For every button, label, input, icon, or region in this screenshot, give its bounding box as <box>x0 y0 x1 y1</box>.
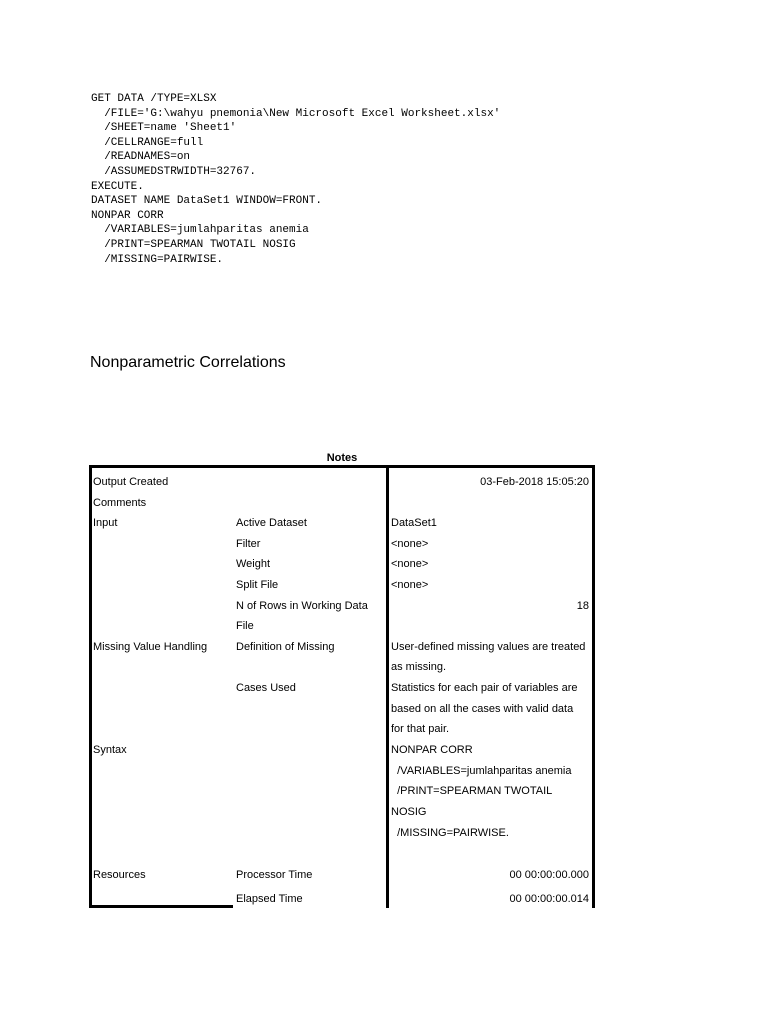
syntax-value-cont: NOSIG <box>391 806 427 818</box>
syntax-line: EXECUTE. <box>91 180 144 193</box>
syntax-line: /PRINT=SPEARMAN TWOTAIL NOSIG <box>91 238 296 251</box>
syntax-line: /FILE='G:\wahyu pnemonia\New Microsoft Excel Worksheet.xlsx' <box>91 107 501 120</box>
n-rows-label-cont: File <box>236 620 254 632</box>
syntax-value: NONPAR CORR <box>391 744 473 756</box>
syntax-block <box>91 92 500 267</box>
active-dataset-value: DataSet1 <box>391 517 437 529</box>
comments-label: Comments <box>93 497 147 509</box>
processor-time-value: 00 00:00:00.000 <box>509 869 589 881</box>
syntax-line: NONPAR CORR <box>91 209 164 222</box>
notes-table <box>89 465 595 908</box>
weight-label: Weight <box>236 558 271 570</box>
definition-of-missing-label: Definition of Missing <box>236 641 335 653</box>
cases-used-label: Cases Used <box>236 682 296 694</box>
syntax-line: /VARIABLES=jumlahparitas anemia <box>91 224 309 237</box>
active-dataset-label: Active Dataset <box>236 517 307 529</box>
processor-time-label: Processor Time <box>236 869 313 881</box>
syntax-value-cont: /MISSING=PAIRWISE. <box>391 827 509 839</box>
n-rows-value: 18 <box>576 600 589 612</box>
weight-value: <none> <box>391 558 429 570</box>
syntax-value-cont: /VARIABLES=jumlahparitas anemia <box>391 765 572 777</box>
definition-of-missing-value: User-defined missing values are treated <box>391 641 586 653</box>
syntax-label: Syntax <box>93 744 127 756</box>
syntax-line: /ASSUMEDSTRWIDTH=32767. <box>91 165 257 178</box>
missing-value-handling-label: Missing Value Handling <box>93 641 208 653</box>
notes-table-title: Notes <box>326 452 358 464</box>
section-heading: Nonparametric Correlations <box>90 354 286 371</box>
elapsed-time-value: 00 00:00:00.014 <box>509 893 589 905</box>
resources-label: Resources <box>93 869 146 881</box>
syntax-line: GET DATA /TYPE=XLSX <box>91 93 217 105</box>
table-bottom-border <box>89 905 233 908</box>
syntax-line: /CELLRANGE=full <box>91 136 204 149</box>
input-label: Input <box>93 517 118 529</box>
elapsed-time-label: Elapsed Time <box>236 893 303 905</box>
cases-used-value: Statistics for each pair of variables are <box>391 682 578 694</box>
syntax-line: /SHEET=name 'Sheet1' <box>91 122 237 135</box>
cases-used-value-cont: based on all the cases with valid data <box>391 703 574 715</box>
syntax-line: /READNAMES=on <box>91 151 191 164</box>
output-created-label: Output Created <box>93 476 169 488</box>
n-rows-label: N of Rows in Working Data <box>236 600 368 612</box>
syntax-line: DATASET NAME DataSet1 WINDOW=FRONT. <box>91 195 323 208</box>
split-file-label: Split File <box>236 579 279 591</box>
syntax-line: /MISSING=PAIRWISE. <box>91 253 224 266</box>
filter-value: <none> <box>391 538 429 550</box>
split-file-value: <none> <box>391 579 429 591</box>
column-divider <box>386 468 389 908</box>
filter-label: Filter <box>236 538 261 550</box>
syntax-value-cont: /PRINT=SPEARMAN TWOTAIL <box>391 785 553 797</box>
output-created-value: 03-Feb-2018 15:05:20 <box>480 476 589 488</box>
definition-of-missing-value-cont: as missing. <box>391 661 447 673</box>
cases-used-value-cont: for that pair. <box>391 723 450 735</box>
